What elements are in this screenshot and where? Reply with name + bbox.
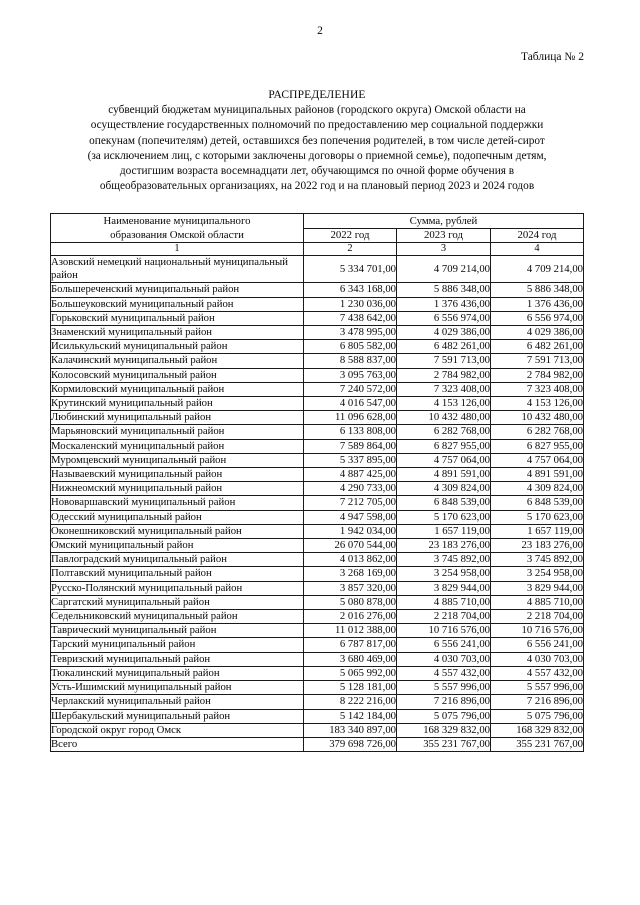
amount-cell-2023: 5 075 796,00: [397, 709, 491, 723]
amount-cell-2022: 6 787 817,00: [304, 638, 397, 652]
amount-cell-2022: 7 589 864,00: [304, 439, 397, 453]
subtitle-line: субвенций бюджетам муниципальных районов (городского округа) Омской области на: [108, 104, 526, 117]
amount-cell-2023: 6 556 974,00: [397, 311, 491, 325]
table-row: [51, 610, 584, 624]
amount-cell-2022: 4 947 598,00: [304, 510, 397, 524]
amount-cell-2023: 1 376 436,00: [397, 297, 491, 311]
amount-cell-2024: 3 254 958,00: [491, 567, 584, 581]
amount-cell-2023: 7 216 896,00: [397, 695, 491, 709]
amount-cell-2023: 5 170 623,00: [397, 510, 491, 524]
document-subtitle: [50, 103, 584, 194]
municipality-name-cell: Муромцевский муниципальный район: [51, 453, 304, 467]
amount-cell-2023: 6 556 241,00: [397, 638, 491, 652]
column-number-1: 1: [51, 243, 304, 256]
table-row: [51, 496, 584, 510]
amount-cell-2024: 2 784 982,00: [491, 368, 584, 382]
table-row: [51, 581, 584, 595]
table-row: [51, 397, 584, 411]
amount-cell-2024: 7 591 713,00: [491, 354, 584, 368]
municipality-name-cell: Всего: [51, 737, 304, 751]
amount-cell-2023: 4 309 824,00: [397, 482, 491, 496]
amount-cell-2023: 355 231 767,00: [397, 737, 491, 751]
amount-cell-2022: 8 222 216,00: [304, 695, 397, 709]
amount-cell-2022: 5 337 895,00: [304, 453, 397, 467]
amount-cell-2023: 5 886 348,00: [397, 283, 491, 297]
amount-cell-2024: 7 323 408,00: [491, 382, 584, 396]
table-label: Таблица № 2: [520, 51, 584, 63]
municipality-name-cell: Нижнеомский муниципальный район: [51, 482, 304, 496]
amount-cell-2023: 4 153 126,00: [397, 397, 491, 411]
column-header-name-line2: образования Омской области: [110, 229, 244, 241]
amount-cell-2023: 4 030 703,00: [397, 652, 491, 666]
column-number-2: 2: [304, 243, 397, 256]
municipality-name-cell: Колосовский муниципальный район: [51, 368, 304, 382]
table-row: [51, 411, 584, 425]
amount-cell-2024: 10 716 576,00: [491, 624, 584, 638]
table-row: [51, 382, 584, 396]
amount-cell-2022: 7 240 572,00: [304, 382, 397, 396]
amount-cell-2024: 6 482 261,00: [491, 340, 584, 354]
table-row: [51, 652, 584, 666]
amount-cell-2022: 1 230 036,00: [304, 297, 397, 311]
municipality-name-cell: Москаленский муниципальный район: [51, 439, 304, 453]
amount-cell-2024: 4 029 386,00: [491, 326, 584, 340]
municipality-name-cell: Кормиловский муниципальный район: [51, 382, 304, 396]
amount-cell-2024: 1 657 119,00: [491, 524, 584, 538]
document-title-block: [50, 88, 584, 194]
column-header-year-2023: 2023 год: [397, 228, 491, 243]
amount-cell-2023: 10 716 576,00: [397, 624, 491, 638]
amount-cell-2023: 2 218 704,00: [397, 610, 491, 624]
table-row: [51, 453, 584, 467]
municipality-name-cell: Шербакульский муниципальный район: [51, 709, 304, 723]
amount-cell-2024: 3 745 892,00: [491, 553, 584, 567]
table-row: [51, 567, 584, 581]
page-number: 2: [317, 25, 323, 37]
amount-cell-2022: 5 065 992,00: [304, 666, 397, 680]
table-row: [51, 283, 584, 297]
amount-cell-2022: 5 334 701,00: [304, 256, 397, 283]
municipality-name-cell: Тюкалинский муниципальный район: [51, 666, 304, 680]
municipality-name-cell: Большереченский муниципальный район: [51, 283, 304, 297]
municipality-name-cell: Тевризский муниципальный район: [51, 652, 304, 666]
table-row: [51, 723, 584, 737]
page-title: РАСПРЕДЕЛЕНИЕ: [268, 89, 366, 101]
column-header-name-line1: Наименование муниципального: [103, 215, 251, 227]
subtitle-line: опекунам (попечителям) детей, оставшихся без попечения родителей, в том числе детей-сирот: [89, 134, 545, 147]
amount-cell-2024: 4 757 064,00: [491, 453, 584, 467]
table-row: [51, 368, 584, 382]
amount-cell-2024: 4 309 824,00: [491, 482, 584, 496]
amount-cell-2024: 6 282 768,00: [491, 425, 584, 439]
table-row: [51, 681, 584, 695]
table-row: [51, 297, 584, 311]
amount-cell-2022: 1 942 034,00: [304, 524, 397, 538]
municipality-name-cell: Русско-Полянский муниципальный район: [51, 581, 304, 595]
amount-cell-2024: 2 218 704,00: [491, 610, 584, 624]
amount-cell-2023: 6 848 539,00: [397, 496, 491, 510]
table-row: [51, 510, 584, 524]
amount-cell-2023: 2 784 982,00: [397, 368, 491, 382]
amount-cell-2023: 6 282 768,00: [397, 425, 491, 439]
amount-cell-2024: 5 886 348,00: [491, 283, 584, 297]
municipality-name-cell: Усть-Ишимский муниципальный район: [51, 681, 304, 695]
table-row: [51, 439, 584, 453]
amount-cell-2023: 23 183 276,00: [397, 539, 491, 553]
amount-cell-2023: 6 482 261,00: [397, 340, 491, 354]
column-header-year-2024: 2024 год: [491, 228, 584, 243]
subtitle-line: общеобразовательных организациях, на 2022 год и на плановый период 2023 и 2024 годов: [99, 180, 535, 193]
municipality-name-cell: Седельниковский муниципальный район: [51, 610, 304, 624]
table-header-row-numbering: [51, 243, 584, 256]
amount-cell-2022: 4 013 862,00: [304, 553, 397, 567]
subtitle-line: осуществление государственных полномочий по предоставлению мер социальной поддержки: [90, 119, 544, 132]
amount-cell-2023: 4 029 386,00: [397, 326, 491, 340]
amount-cell-2024: 355 231 767,00: [491, 737, 584, 751]
table-row: [51, 624, 584, 638]
amount-cell-2023: 5 557 996,00: [397, 681, 491, 695]
municipality-name-cell: Большеуковский муниципальный район: [51, 297, 304, 311]
amount-cell-2022: 6 343 168,00: [304, 283, 397, 297]
amount-cell-2024: 3 829 944,00: [491, 581, 584, 595]
municipality-name-cell: Таврический муниципальный район: [51, 624, 304, 638]
table-row: [51, 256, 584, 283]
municipality-name-cell: Марьяновский муниципальный район: [51, 425, 304, 439]
amount-cell-2022: 3 268 169,00: [304, 567, 397, 581]
amount-cell-2022: 4 016 547,00: [304, 397, 397, 411]
amount-cell-2024: 10 432 480,00: [491, 411, 584, 425]
amount-cell-2023: 7 323 408,00: [397, 382, 491, 396]
municipality-name-cell: Омский муниципальный район: [51, 539, 304, 553]
column-header-sum-group: Сумма, рублей: [304, 214, 584, 229]
amount-cell-2024: 1 376 436,00: [491, 297, 584, 311]
amount-cell-2022: 11 096 628,00: [304, 411, 397, 425]
amount-cell-2022: 5 080 878,00: [304, 595, 397, 609]
amount-cell-2024: 6 848 539,00: [491, 496, 584, 510]
table-row: [51, 524, 584, 538]
table-row: [51, 737, 584, 751]
table-row: [51, 539, 584, 553]
amount-cell-2022: 5 128 181,00: [304, 681, 397, 695]
amount-cell-2022: 11 012 388,00: [304, 624, 397, 638]
table-row: [51, 326, 584, 340]
amount-cell-2022: 2 016 276,00: [304, 610, 397, 624]
municipality-name-cell: Саргатский муниципальный район: [51, 595, 304, 609]
amount-cell-2023: 3 254 958,00: [397, 567, 491, 581]
municipality-name-cell: Крутинский муниципальный район: [51, 397, 304, 411]
amount-cell-2022: 3 680 469,00: [304, 652, 397, 666]
amount-cell-2023: 3 829 944,00: [397, 581, 491, 595]
amount-cell-2024: 4 891 591,00: [491, 468, 584, 482]
amount-cell-2024: 6 556 974,00: [491, 311, 584, 325]
table-row: [51, 425, 584, 439]
distribution-table: [50, 213, 584, 752]
municipality-name-cell: Тарский муниципальный район: [51, 638, 304, 652]
table-row: [51, 638, 584, 652]
amount-cell-2023: 4 709 214,00: [397, 256, 491, 283]
municipality-name-cell: Черлакский муниципальный район: [51, 695, 304, 709]
amount-cell-2022: 5 142 184,00: [304, 709, 397, 723]
municipality-name-cell: Азовский немецкий национальный муниципальный район: [51, 256, 304, 283]
amount-cell-2023: 7 591 713,00: [397, 354, 491, 368]
amount-cell-2022: 7 438 642,00: [304, 311, 397, 325]
municipality-name-cell: Калачинский муниципальный район: [51, 354, 304, 368]
amount-cell-2024: 4 557 432,00: [491, 666, 584, 680]
table-row: [51, 553, 584, 567]
amount-cell-2024: 6 556 241,00: [491, 638, 584, 652]
municipality-name-cell: Исилькульский муниципальный район: [51, 340, 304, 354]
amount-cell-2022: 3 478 995,00: [304, 326, 397, 340]
column-number-4: 4: [491, 243, 584, 256]
amount-cell-2024: 4 153 126,00: [491, 397, 584, 411]
amount-cell-2023: 6 827 955,00: [397, 439, 491, 453]
amount-cell-2024: 23 183 276,00: [491, 539, 584, 553]
municipality-name-cell: Горьковский муниципальный район: [51, 311, 304, 325]
amount-cell-2023: 3 745 892,00: [397, 553, 491, 567]
amount-cell-2023: 1 657 119,00: [397, 524, 491, 538]
table-row: [51, 340, 584, 354]
amount-cell-2024: 5 170 623,00: [491, 510, 584, 524]
amount-cell-2022: 4 290 733,00: [304, 482, 397, 496]
subtitle-line: достигшим возраста восемнадцати лет, обучающимся по очной форме обучения в: [119, 165, 515, 178]
amount-cell-2024: 4 885 710,00: [491, 595, 584, 609]
amount-cell-2022: 8 588 837,00: [304, 354, 397, 368]
amount-cell-2022: 4 887 425,00: [304, 468, 397, 482]
amount-cell-2023: 4 891 591,00: [397, 468, 491, 482]
amount-cell-2022: 3 857 320,00: [304, 581, 397, 595]
amount-cell-2024: 5 557 996,00: [491, 681, 584, 695]
amount-cell-2024: 6 827 955,00: [491, 439, 584, 453]
amount-cell-2022: 7 212 705,00: [304, 496, 397, 510]
amount-cell-2023: 4 557 432,00: [397, 666, 491, 680]
municipality-name-cell: Павлоградский муниципальный район: [51, 553, 304, 567]
table-header: [51, 214, 584, 256]
table-header-row-main: [51, 214, 584, 229]
table-row: [51, 468, 584, 482]
municipality-name-cell: Любинский муниципальный район: [51, 411, 304, 425]
column-number-3: 3: [397, 243, 491, 256]
municipality-name-cell: Одесский муниципальный район: [51, 510, 304, 524]
table-body: [51, 256, 584, 752]
municipality-name-cell: Знаменский муниципальный район: [51, 326, 304, 340]
municipality-name-cell: Городской округ город Омск: [51, 723, 304, 737]
table-row: [51, 482, 584, 496]
amount-cell-2024: 5 075 796,00: [491, 709, 584, 723]
amount-cell-2022: 26 070 544,00: [304, 539, 397, 553]
amount-cell-2023: 4 757 064,00: [397, 453, 491, 467]
amount-cell-2024: 4 709 214,00: [491, 256, 584, 283]
municipality-name-cell: Полтавский муниципальный район: [51, 567, 304, 581]
amount-cell-2024: 168 329 832,00: [491, 723, 584, 737]
column-header-year-2022: 2022 год: [304, 228, 397, 243]
amount-cell-2023: 4 885 710,00: [397, 595, 491, 609]
table-row: [51, 354, 584, 368]
table-row: [51, 595, 584, 609]
table-row: [51, 311, 584, 325]
municipality-name-cell: Называевский муниципальный район: [51, 468, 304, 482]
table-row: [51, 709, 584, 723]
table-row: [51, 695, 584, 709]
amount-cell-2022: 183 340 897,00: [304, 723, 397, 737]
table-row: [51, 666, 584, 680]
amount-cell-2023: 168 329 832,00: [397, 723, 491, 737]
municipality-name-cell: Нововаршавский муниципальный район: [51, 496, 304, 510]
column-header-name: [51, 214, 304, 243]
amount-cell-2022: 3 095 763,00: [304, 368, 397, 382]
amount-cell-2024: 7 216 896,00: [491, 695, 584, 709]
amount-cell-2024: 4 030 703,00: [491, 652, 584, 666]
subtitle-line: (за исключением лиц, с которыми заключены договоры о приемной семье), подопечным детям,: [87, 149, 547, 162]
amount-cell-2022: 6 133 808,00: [304, 425, 397, 439]
amount-cell-2022: 379 698 726,00: [304, 737, 397, 751]
amount-cell-2022: 6 805 582,00: [304, 340, 397, 354]
amount-cell-2023: 10 432 480,00: [397, 411, 491, 425]
municipality-name-cell: Оконешниковский муниципальный район: [51, 524, 304, 538]
